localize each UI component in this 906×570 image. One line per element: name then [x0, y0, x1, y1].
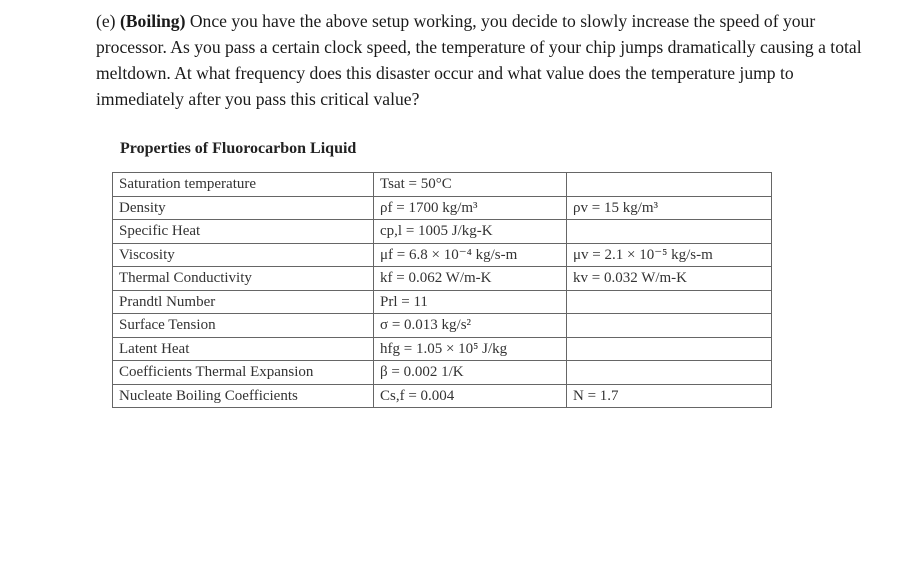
liquid-value-cell: β = 0.002 1/K — [374, 361, 567, 385]
property-name-cell: Latent Heat — [113, 337, 374, 361]
vapor-value-cell: ρv = 15 kg/m³ — [567, 196, 772, 220]
problem-label: (e) — [96, 11, 116, 31]
liquid-value-cell: Cs,f = 0.004 — [374, 384, 567, 408]
liquid-value-cell: hfg = 1.05 × 10⁵ J/kg — [374, 337, 567, 361]
liquid-value-cell: μf = 6.8 × 10⁻⁴ kg/s-m — [374, 243, 567, 267]
liquid-value-cell: Tsat = 50°C — [374, 173, 567, 197]
table-row — [113, 337, 772, 361]
table-row — [113, 196, 772, 220]
problem-statement — [96, 8, 876, 112]
properties-table — [112, 172, 772, 408]
table-row — [113, 361, 772, 385]
table-row — [113, 243, 772, 267]
problem-title: (Boiling) — [119, 11, 186, 31]
property-name-cell: Density — [113, 196, 374, 220]
table-caption: Properties of Fluorocarbon Liquid — [120, 140, 357, 157]
table-row — [113, 267, 772, 291]
liquid-value-cell: σ = 0.013 kg/s² — [374, 314, 567, 338]
vapor-value-cell — [567, 337, 772, 361]
vapor-value-cell: kv = 0.032 W/m-K — [567, 267, 772, 291]
vapor-value-cell — [567, 173, 772, 197]
vapor-value-cell — [567, 361, 772, 385]
property-name-cell: Nucleate Boiling Coefficients — [113, 384, 374, 408]
liquid-value-cell: ρf = 1700 kg/m³ — [374, 196, 567, 220]
liquid-value-cell: Prl = 11 — [374, 290, 567, 314]
property-name-cell: Prandtl Number — [113, 290, 374, 314]
table-row — [113, 384, 772, 408]
property-name-cell: Surface Tension — [113, 314, 374, 338]
problem-text: Once you have the above setup working, you decide to slowly increase the speed of your processor. As you pass a certain clock speed, the temperature of your chip jumps dramatically causing a total meltdown. At what frequency does this disaster occur and what value does the temperature jump to immediately after you pass this critical value? — [96, 11, 862, 109]
property-name-cell: Thermal Conductivity — [113, 267, 374, 291]
property-name-cell: Viscosity — [113, 243, 374, 267]
table-row — [113, 314, 772, 338]
property-name-cell: Coefficients Thermal Expansion — [113, 361, 374, 385]
vapor-value-cell — [567, 290, 772, 314]
property-name-cell: Saturation temperature — [113, 173, 374, 197]
liquid-value-cell: kf = 0.062 W/m-K — [374, 267, 567, 291]
table-row — [113, 220, 772, 244]
property-name-cell: Specific Heat — [113, 220, 374, 244]
vapor-value-cell: μv = 2.1 × 10⁻⁵ kg/s-m — [567, 243, 772, 267]
liquid-value-cell: cp,l = 1005 J/kg-K — [374, 220, 567, 244]
vapor-value-cell — [567, 314, 772, 338]
vapor-value-cell: N = 1.7 — [567, 384, 772, 408]
table-row — [113, 173, 772, 197]
vapor-value-cell — [567, 220, 772, 244]
properties-table-body — [113, 173, 772, 408]
table-row — [113, 290, 772, 314]
